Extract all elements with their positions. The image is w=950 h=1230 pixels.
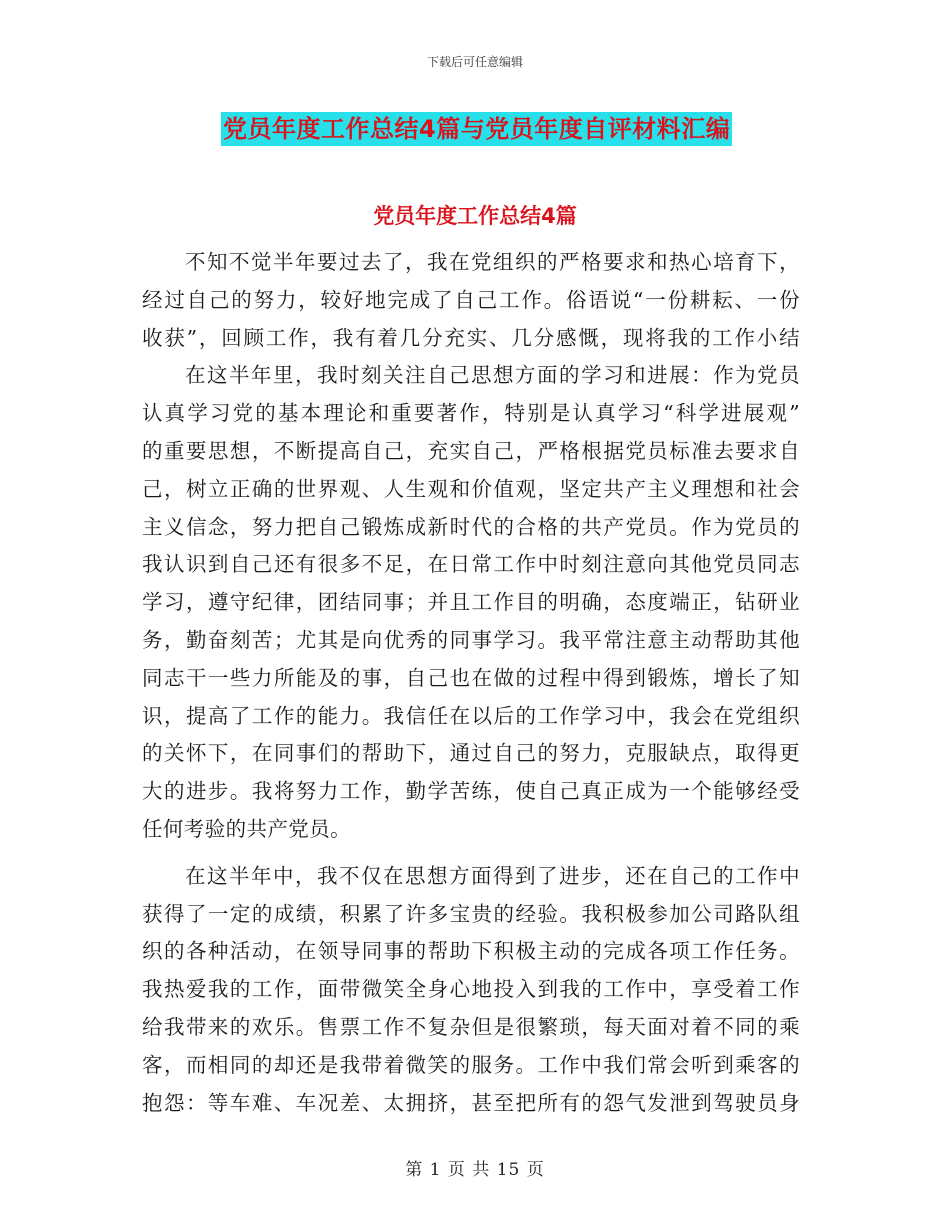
paragraph-line: 学习，遵守纪律，团结同事；并且工作目的明确，态度端正，钻研业	[142, 590, 800, 615]
paragraph-line: 在这半年中，我不仅在思想方面得到了进步，还在自己的工作中	[185, 863, 800, 888]
paragraph-line: 不知不觉半年要过去了，我在党组织的严格要求和热心培育下，	[185, 250, 800, 274]
paragraph-line: 认真学习党的基本理论和重要著作，特别是认真学习“科学进展观”	[142, 401, 800, 426]
paragraph-line: 客，而相同的却还是我带着微笑的服务。工作中我们常会听到乘客的	[142, 1052, 800, 1077]
paragraph-line: 我热爱我的工作，面带微笑全身心地投入到我的工作中，享受着工作	[142, 977, 800, 1002]
paragraph-line: 在这半年里，我时刻关注自己思想方面的学习和进展：作为党员	[185, 363, 800, 388]
paragraph-line: 任何考验的共产党员。	[142, 816, 351, 841]
header-note: 下载后可任意编辑	[426, 55, 523, 69]
paragraph-line: 我认识到自己还有很多不足，在日常工作中时刻注意向其他党员同志	[142, 552, 800, 577]
paragraph-line: 经过自己的努力，较好地完成了自己工作。俗语说“一份耕耘、一份	[142, 287, 800, 312]
paragraph-line: 大的进步。我将努力工作，勤学苦练，使自己真正成为一个能够经受	[142, 779, 800, 804]
page-footer: 第 1 页 共 15 页	[405, 1160, 545, 1180]
paragraph-line: 给我带来的欢乐。售票工作不复杂但是很繁琐，每天面对着不同的乘	[142, 1014, 800, 1039]
paragraph-line: 识，提高了工作的能力。我信任在以后的工作学习中，我会在党组织	[142, 703, 800, 728]
paragraph-line: 获得了一定的成绩，积累了许多宝贵的经验。我积极参加公司路队组	[142, 901, 800, 926]
paragraph-line: 同志干一些力所能及的事，自己也在做的过程中得到锻炼，增长了知	[142, 665, 800, 690]
paragraph-line: 的重要思想，不断提高自己，充实自己，严格根据党员标准去要求自	[142, 438, 800, 463]
paragraph-line: 的关怀下，在同事们的帮助下，通过自己的努力，克服缺点，取得更	[142, 741, 800, 766]
paragraph-line: 织的各种活动，在领导同事的帮助下积极主动的完成各项工作任务。	[142, 939, 800, 964]
body-text	[142, 244, 800, 1122]
paragraph-line: 抱怨：等车难、车况差、太拥挤，甚至把所有的怨气发泄到驾驶员身	[142, 1090, 800, 1115]
paragraph-line: 己，树立正确的世界观、人生观和价值观，坚定共产主义理想和社会	[142, 476, 800, 501]
paragraph-line: 务，勤奋刻苦；尤其是向优秀的同事学习。我平常注意主动帮助其他	[142, 627, 800, 652]
paragraph-line: 主义信念，努力把自己锻炼成新时代的合格的共产党员。作为党员的	[142, 514, 800, 539]
section-title: 党员年度工作总结4篇	[373, 204, 577, 228]
document-title: 党员年度工作总结4篇与党员年度自评材料汇编	[221, 112, 732, 146]
paragraph-line: 收获”，回顾工作，我有着几分充实、几分感慨，现将我的工作小结	[142, 325, 800, 350]
